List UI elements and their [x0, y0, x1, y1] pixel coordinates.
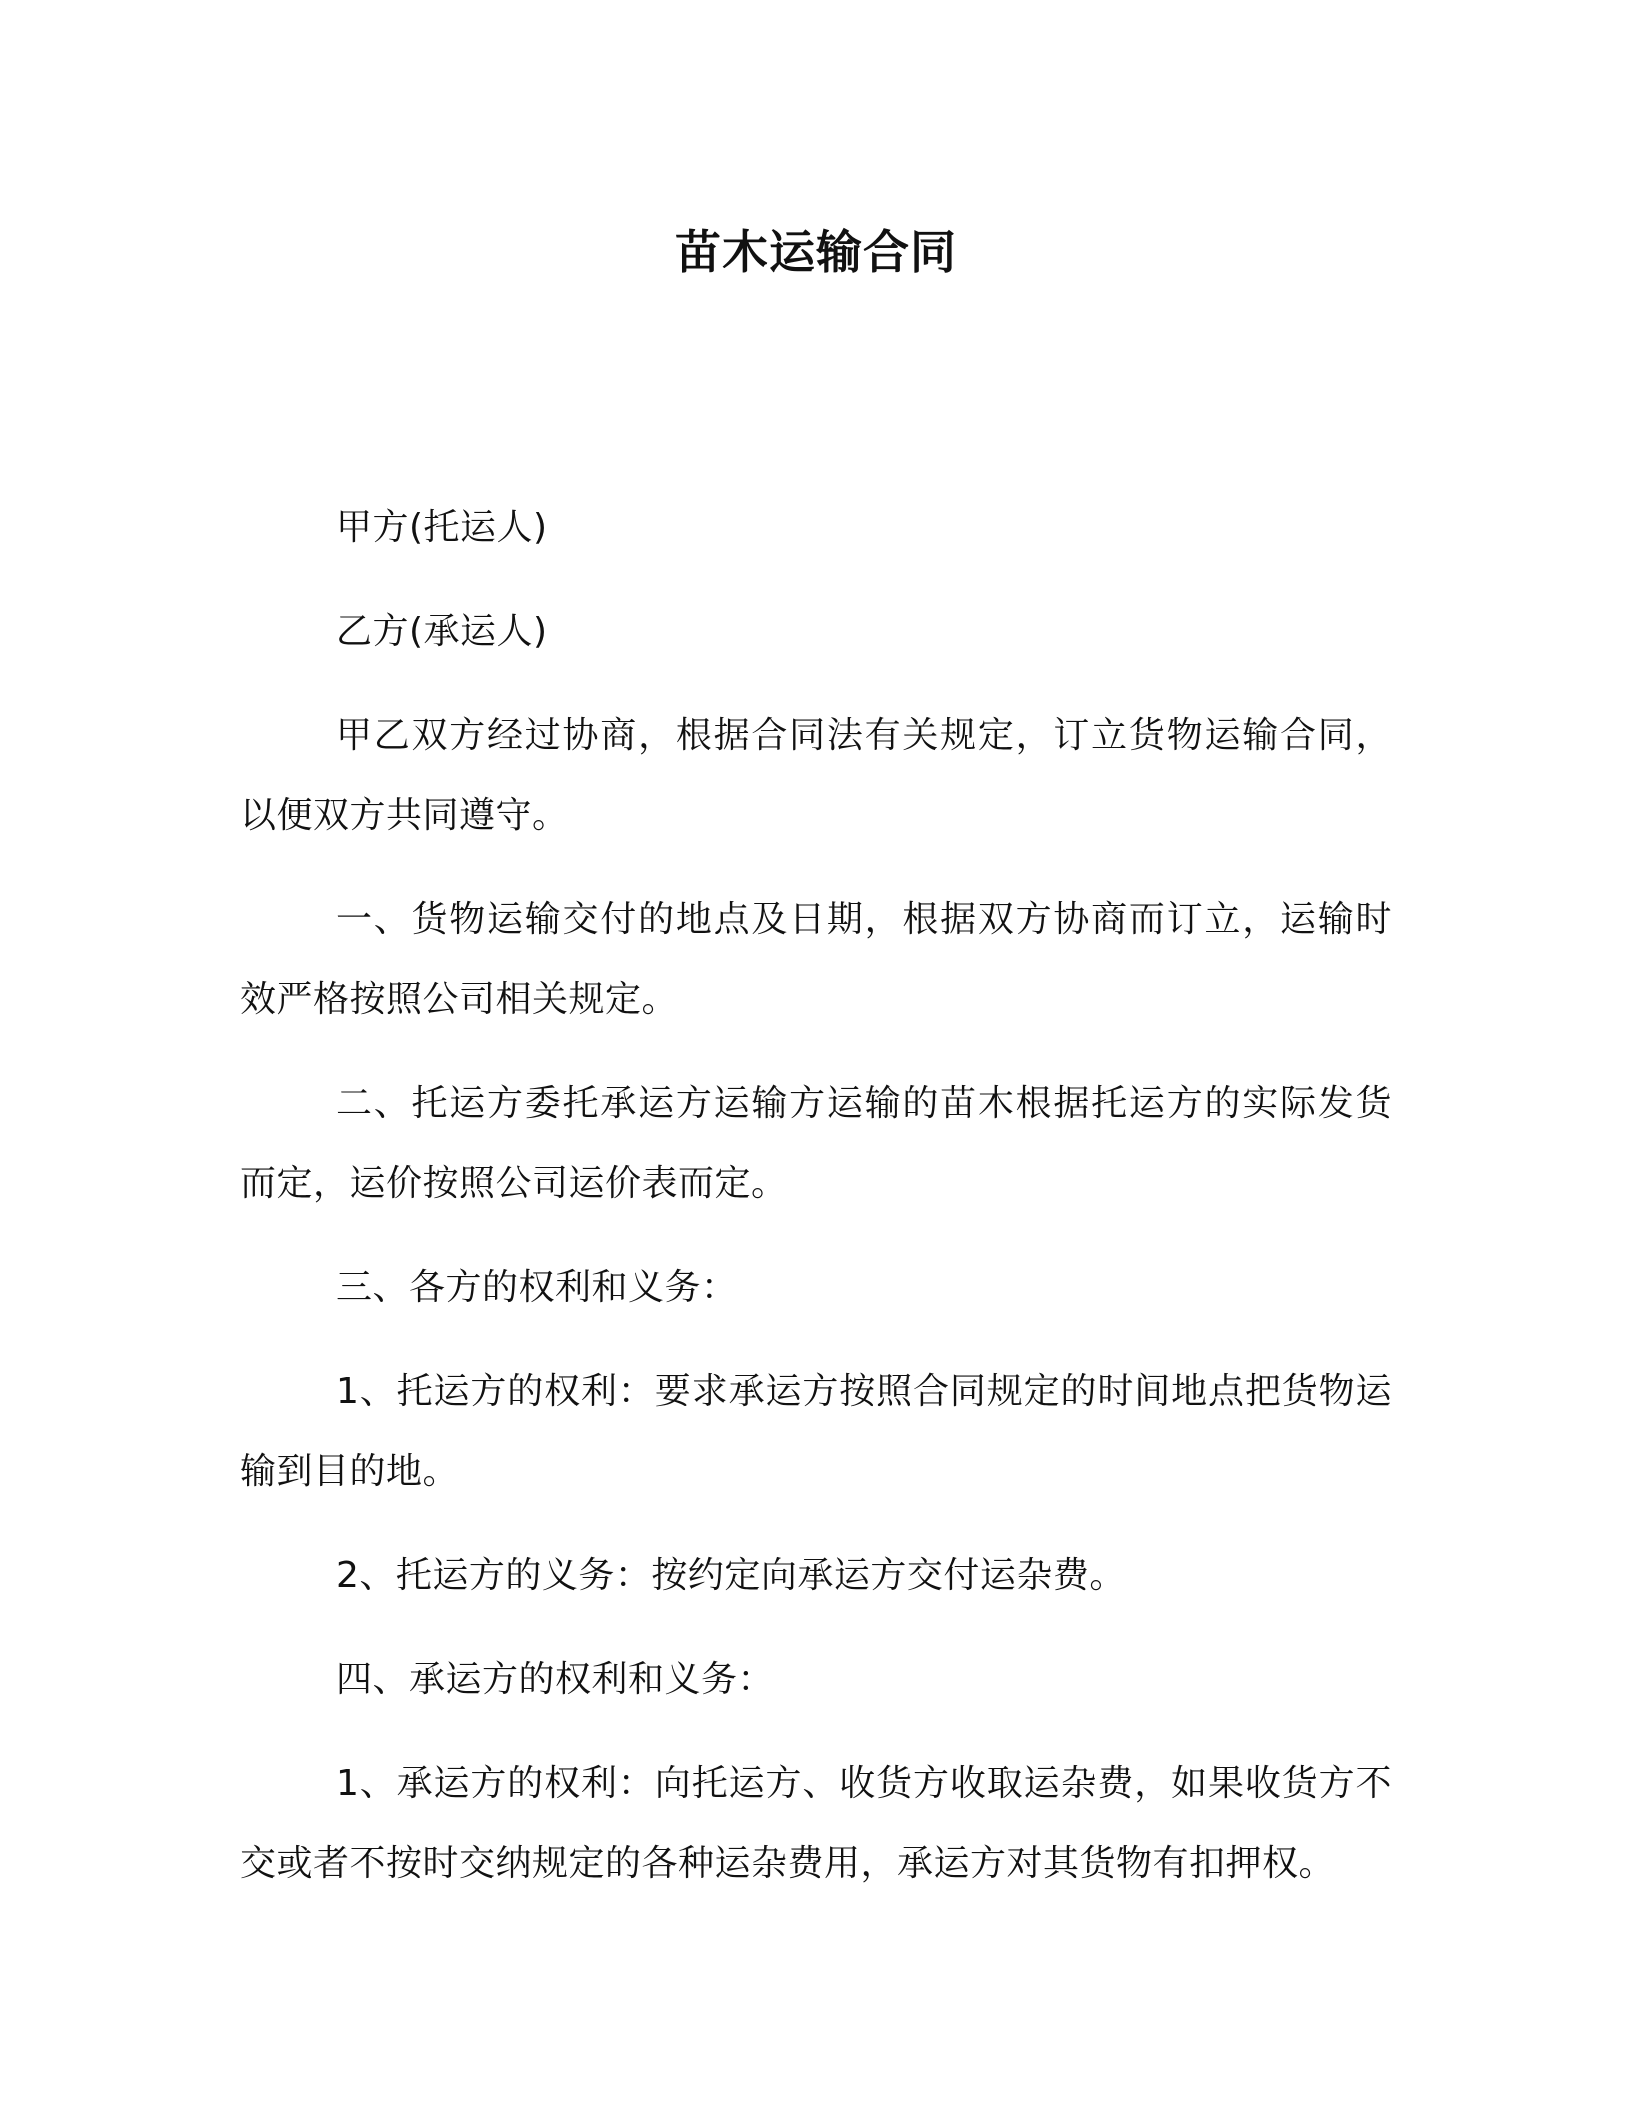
document-title: 苗木运输合同: [675, 225, 957, 279]
clause-1-paragraph: 一、货物运输交付的地点及日期，根据双方协商而订立，运输时效严格按照公司相关规定。: [240, 899, 1392, 1020]
preamble-paragraph: 甲乙双方经过协商，根据合同法有关规定，订立货物运输合同，以便双方共同遵守。: [240, 715, 1392, 836]
document-body: [240, 488, 1392, 1928]
clause-3-item-2: 2、托运方的义务：按约定向承运方交付运杂费。: [336, 1555, 1126, 1596]
clause-2-paragraph: 二、托运方委托承运方运输方运输的苗木根据托运方的实际发货而定，运价按照公司运价表而定。: [240, 1083, 1392, 1204]
party-b-line: 乙方(承运人): [336, 611, 548, 652]
clause-4-heading: 四、承运方的权利和义务：: [336, 1659, 775, 1700]
clause-3-item-1: 1、托运方的权利：要求承运方按照合同规定的时间地点把货物运输到目的地。: [240, 1371, 1392, 1492]
clause-4-item-1: 1、承运方的权利：向托运方、收货方收取运杂费，如果收货方不交或者不按时交纳规定的各种运杂费用，承运方对其货物有扣押权。: [240, 1763, 1392, 1884]
clause-3-heading: 三、各方的权利和义务：: [336, 1267, 738, 1308]
party-a-line: 甲方(托运人): [336, 507, 548, 548]
